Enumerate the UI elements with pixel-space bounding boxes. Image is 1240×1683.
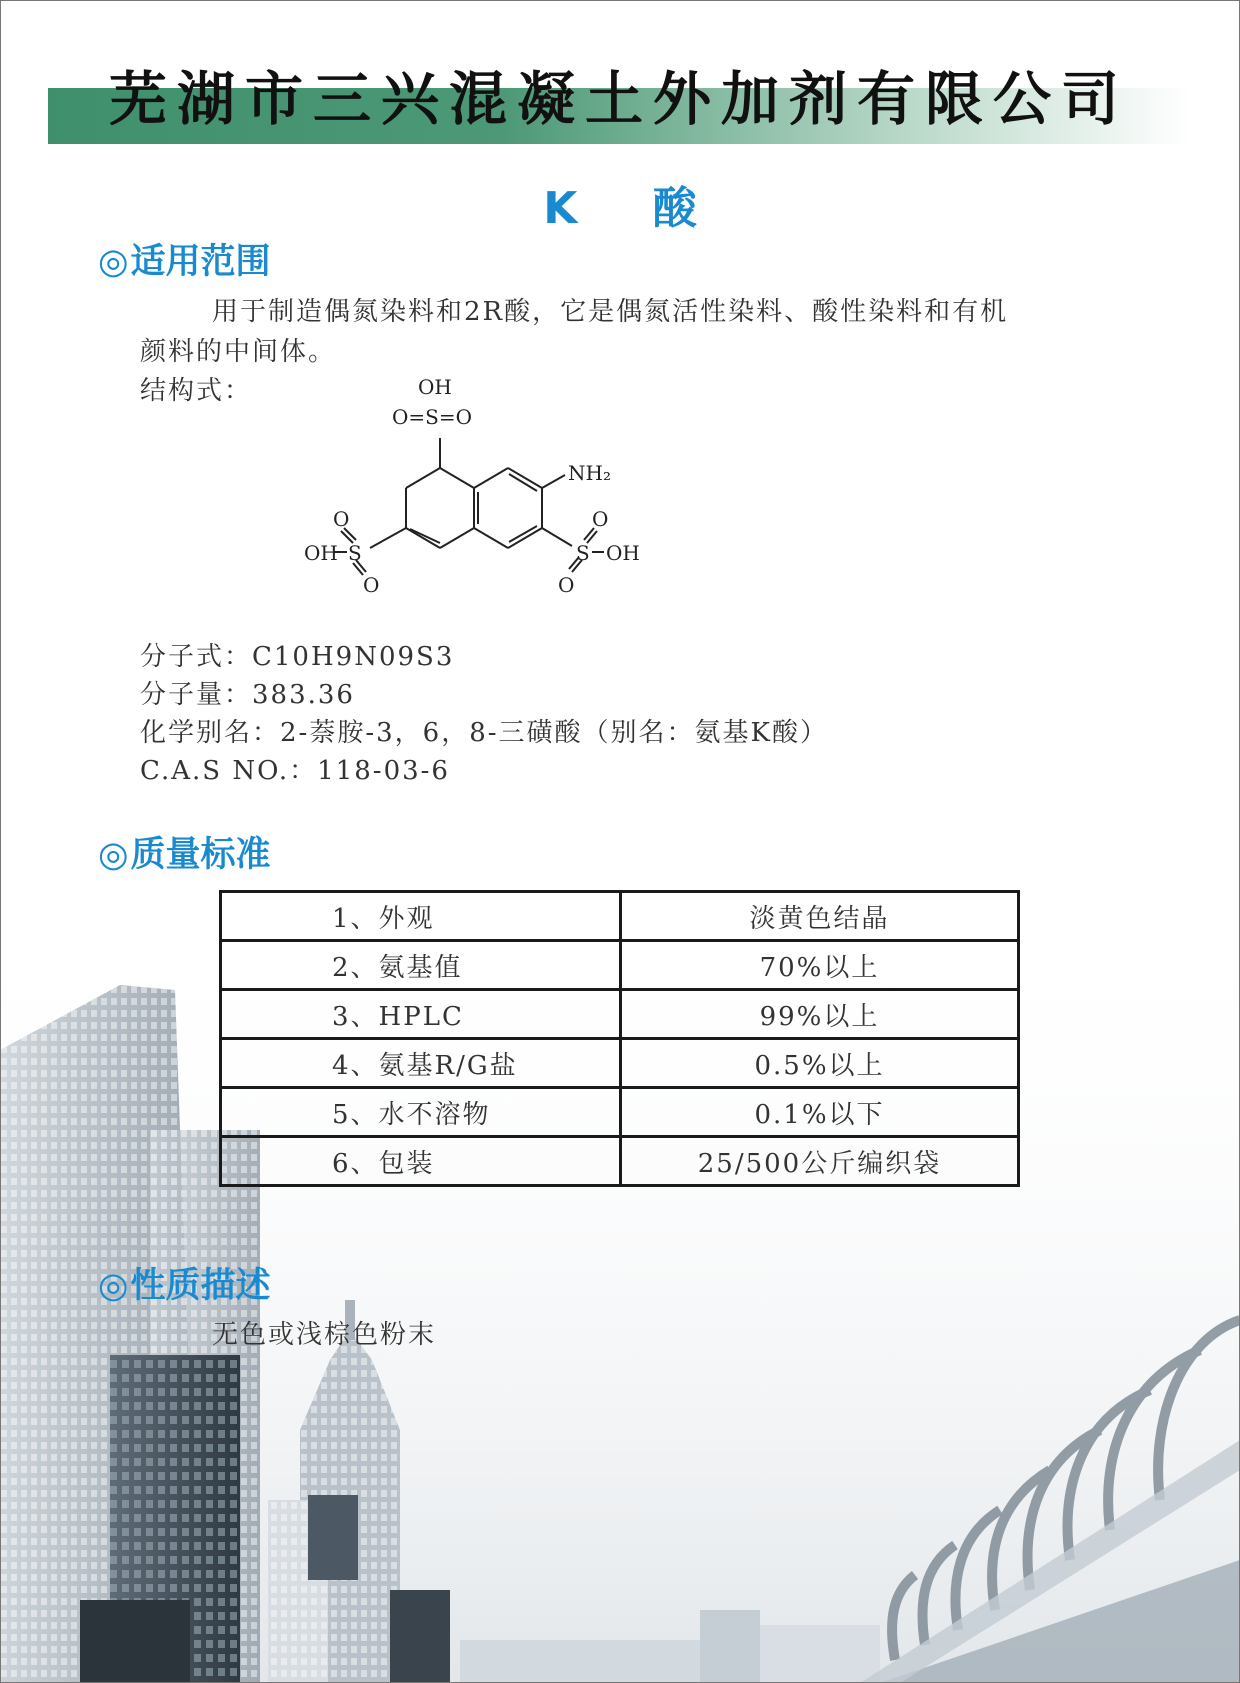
molecular-weight: 分子量：383.36	[140, 680, 355, 710]
table-cell-value: 99%以上	[621, 990, 1019, 1039]
struct-right-oh: OH	[606, 541, 640, 565]
struct-left-o-bottom: O	[363, 573, 380, 597]
table-cell-item: 2、氨基值	[221, 941, 621, 990]
struct-right-o-bottom: O	[558, 573, 575, 597]
nature-description: 无色或浅棕色粉末	[212, 1320, 437, 1350]
section-usage-heading	[98, 234, 271, 284]
section-bullet-icon: ◎	[98, 1266, 129, 1306]
usage-text-line2: 颜料的中间体。	[140, 337, 337, 367]
table-cell-value: 0.5%以上	[621, 1039, 1019, 1088]
section-bullet-icon: ◎	[98, 835, 129, 875]
table-cell-item: 4、氨基R/G盐	[221, 1039, 621, 1088]
table-cell-value: 25/500公斤编织袋	[621, 1137, 1019, 1186]
quality-standard-table	[219, 890, 1020, 1187]
section-bullet-icon: ◎	[98, 242, 129, 282]
struct-left-s: S	[348, 541, 362, 565]
structure-label: 结构式：	[140, 376, 253, 406]
table-cell-value: 0.1%以下	[621, 1088, 1019, 1137]
section-quality-title: 质量标准	[130, 835, 271, 875]
table-row	[221, 941, 1019, 990]
table-cell-value: 70%以上	[621, 941, 1019, 990]
struct-right-s: S	[576, 541, 590, 565]
table-cell-item: 5、水不溶物	[221, 1088, 621, 1137]
table-cell-item: 6、包装	[221, 1137, 621, 1186]
struct-oh-top: OH	[418, 375, 452, 399]
molecular-formula: 分子式：C10H9N09S3	[140, 642, 455, 672]
struct-right-o-top: O	[592, 507, 609, 531]
table-row	[221, 892, 1019, 941]
company-name: 芜湖市三兴混凝土外加剂有限公司	[108, 65, 1129, 133]
table-row	[221, 1088, 1019, 1137]
table-cell-item: 1、外观	[221, 892, 621, 941]
cas-number: C.A.S NO.：118-03-6	[140, 756, 450, 786]
section-nature-heading	[98, 1258, 271, 1308]
section-usage-title: 适用范围	[130, 242, 271, 282]
usage-text-line1: 用于制造偶氮染料和2R酸，它是偶氮活性染料、酸性染料和有机	[212, 297, 1009, 327]
table-row	[221, 990, 1019, 1039]
product-title: K 酸	[543, 183, 697, 234]
structural-formula-diagram	[300, 375, 660, 598]
table-row	[221, 1039, 1019, 1088]
struct-left-oh: OH	[304, 541, 338, 565]
table-row	[221, 1137, 1019, 1186]
struct-left-o-top: O	[333, 507, 350, 531]
section-quality-heading	[98, 827, 271, 877]
table-cell-value: 淡黄色结晶	[621, 892, 1019, 941]
table-cell-item: 3、HPLC	[221, 990, 621, 1039]
struct-so2-top: O=S=O	[392, 405, 473, 429]
struct-nh2: NH₂	[568, 461, 611, 485]
chemical-alias: 化学别名：2-萘胺-3，6，8-三磺酸（别名：氨基K酸）	[140, 718, 828, 748]
section-nature-title: 性质描述	[130, 1266, 271, 1306]
